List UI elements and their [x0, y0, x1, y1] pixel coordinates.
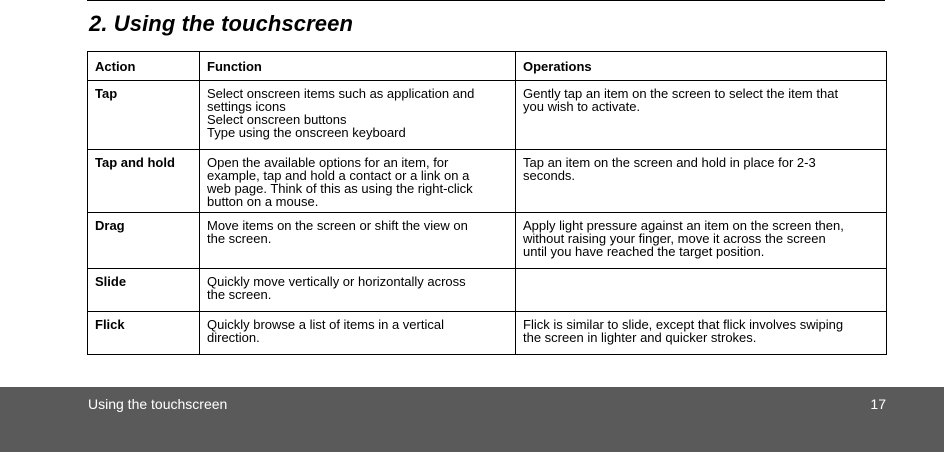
top-rule — [87, 0, 885, 1]
function-cell — [200, 312, 516, 355]
column-header-function: Function — [200, 52, 516, 81]
function-cell — [200, 213, 516, 269]
operations-text-line: Gently tap an item on the screen to select the item that — [523, 86, 839, 101]
operations-text-line: without raising your finger, move it across the screen — [523, 231, 826, 246]
function-cell — [200, 269, 516, 312]
operations-cell — [516, 213, 887, 269]
function-text-line: the screen. — [207, 287, 272, 302]
operations-text-line: seconds. — [523, 168, 576, 183]
action-cell: Tap — [88, 81, 200, 150]
function-text-line: button on a mouse. — [207, 194, 319, 209]
function-text-line: settings icons — [207, 99, 286, 114]
function-text-line: direction. — [207, 330, 260, 345]
page-number: 17 — [870, 396, 886, 412]
action-cell: Flick — [88, 312, 200, 355]
function-text-line: Select onscreen items such as application and — [207, 86, 475, 101]
function-text-line: Move items on the screen or shift the view on — [207, 218, 468, 233]
operations-text-line: Tap an item on the screen and hold in place for 2-3 — [523, 155, 816, 170]
function-cell — [200, 81, 516, 150]
table-row — [88, 150, 887, 213]
function-text-line: the screen. — [207, 231, 272, 246]
page-footer — [0, 387, 944, 452]
operations-text-line: the screen in lighter and quicker strokes. — [523, 330, 757, 345]
function-text-line: Select onscreen buttons — [207, 112, 347, 127]
function-text-line: Quickly browse a list of items in a vertical — [207, 317, 444, 332]
function-text-line: Type using the onscreen keyboard — [207, 125, 406, 140]
operations-cell — [516, 150, 887, 213]
operations-text-line: until you have reached the target position. — [523, 244, 765, 259]
table-row — [88, 312, 887, 355]
table-row — [88, 81, 887, 150]
footer-section-label: Using the touchscreen — [88, 396, 228, 412]
touch-operations-table — [87, 51, 887, 355]
operations-text-line: Flick is similar to slide, except that flick involves swiping — [523, 317, 844, 332]
function-text-line: web page. Think of this as using the right-click — [207, 181, 473, 196]
table-body — [88, 81, 887, 355]
function-text-line: Open the available options for an item, for — [207, 155, 449, 170]
function-cell — [200, 150, 516, 213]
function-text-line: example, tap and hold a contact or a link on a — [207, 168, 470, 183]
operations-text-line: Apply light pressure against an item on the screen then, — [523, 218, 844, 233]
action-cell: Slide — [88, 269, 200, 312]
table-row — [88, 213, 887, 269]
table-header-row — [88, 52, 887, 81]
page-title: 2. Using the touchscreen — [89, 11, 354, 36]
operations-cell — [516, 81, 887, 150]
table-row — [88, 269, 887, 312]
operations-cell — [516, 312, 887, 355]
action-cell: Drag — [88, 213, 200, 269]
column-header-action: Action — [88, 52, 200, 81]
function-text-line: Quickly move vertically or horizontally across — [207, 274, 466, 289]
operations-text-line: you wish to activate. — [523, 99, 641, 114]
operations-cell — [516, 269, 887, 312]
column-header-operations: Operations — [516, 52, 887, 81]
action-cell: Tap and hold — [88, 150, 200, 213]
